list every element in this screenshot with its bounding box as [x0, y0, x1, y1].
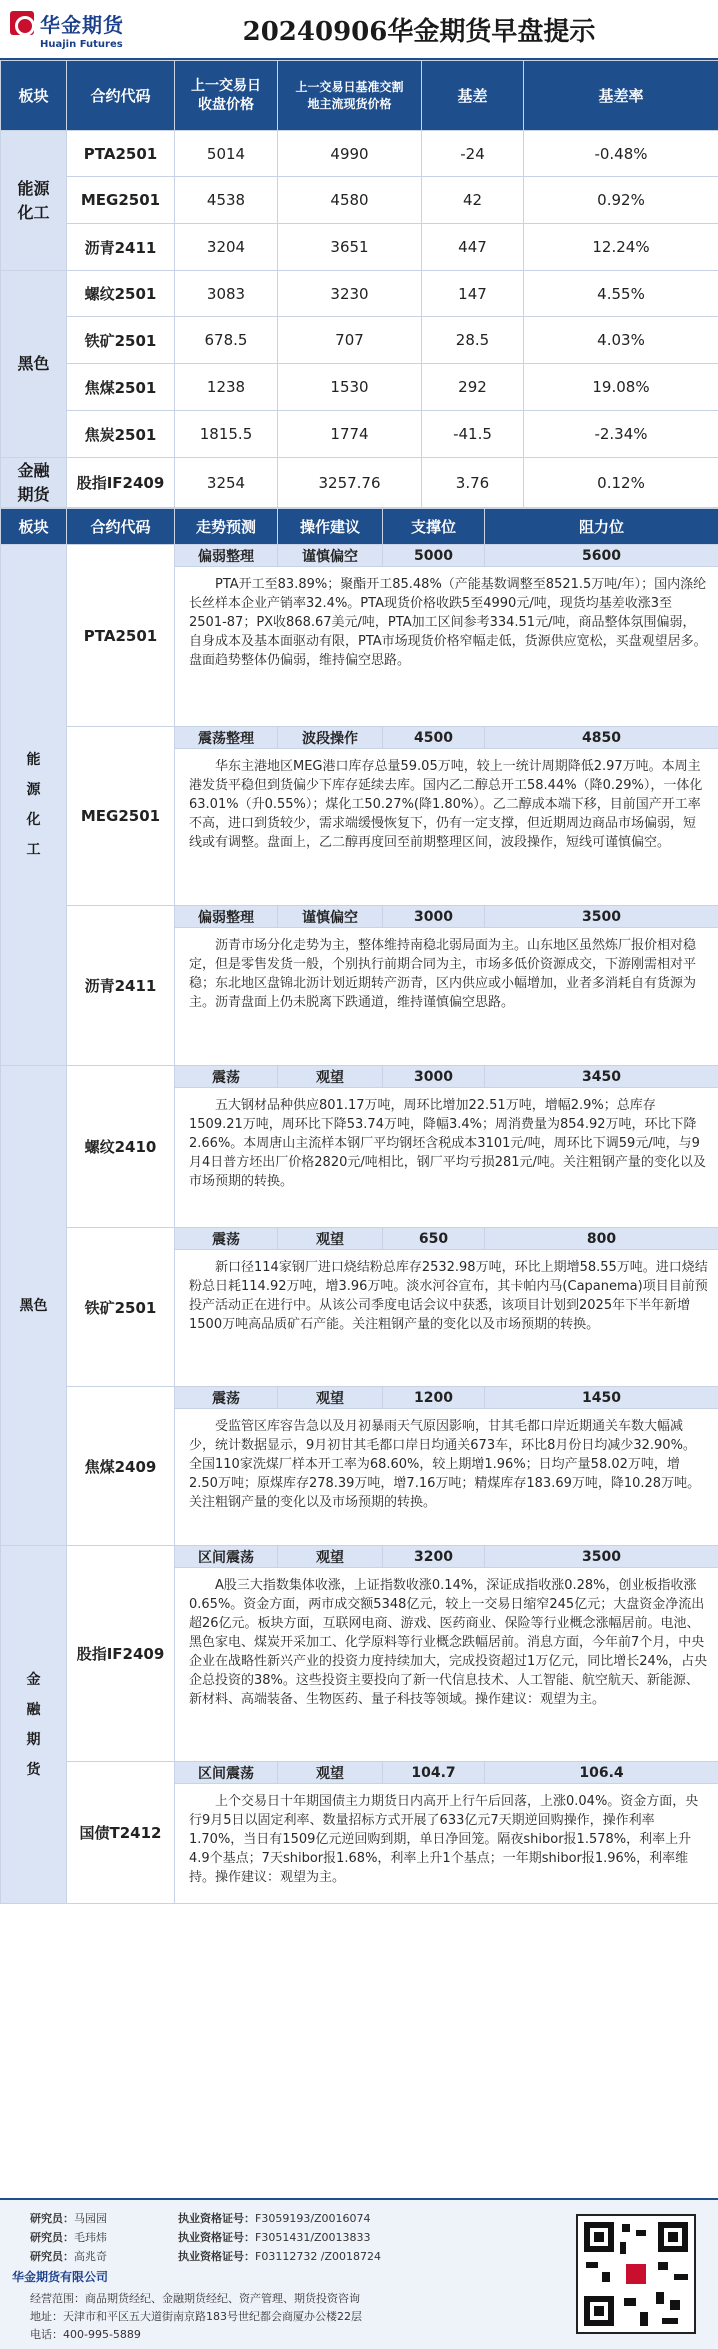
- close-price: 678.5: [175, 317, 278, 364]
- basis-table: [0, 60, 718, 508]
- contract-code: 股指IF2409: [67, 1546, 175, 1762]
- detail-head-row: [1, 545, 718, 567]
- header-basis: 基差: [422, 61, 524, 131]
- trend: 区间震荡: [175, 1546, 278, 1568]
- close-price: 3254: [175, 458, 278, 508]
- contract-code: MEG2501: [67, 177, 175, 224]
- table-row: [1, 271, 718, 317]
- analysis-text: 沥青市场分化走势为主，整体维持南稳北弱局面为主。山东地区虽然炼厂报价相对稳定，但是零售发货一般，个别执行前期合同为主，市场多低价资源成交，下游刚需相对平稳；东北地区盘锦北沥计划近期转产沥青，区内供应或小幅增加，业者多消耗自有货源为主。沥青盘面上仍未脱离下跌通道，维持谨慎偏空思路。: [175, 928, 718, 1066]
- detail-head-row: [1, 1066, 718, 1088]
- table-row: [1, 458, 718, 508]
- trend: 震荡: [175, 1228, 278, 1250]
- basis: 42: [422, 177, 524, 224]
- company-address: 地址：天津市和平区五大道街南京路183号世纪都会商厦办公楼22层: [30, 2310, 362, 2323]
- researcher-line: 研究员：毛玮炜: [30, 2231, 107, 2244]
- advice: 谨慎偏空: [278, 545, 383, 567]
- contract-code: 螺纹2410: [67, 1066, 175, 1228]
- segment-cell: 黑色: [1, 1066, 67, 1546]
- basis-table-header: [1, 61, 718, 131]
- table-row: [1, 224, 718, 271]
- analysis-text: PTA开工至83.89%；聚酯开工85.48%（产能基数调整至8521.5万吨/年）；国内涤纶长丝样本企业产销率32.4%。PTA现货价格收跌5至4990元/吨，现货均基差收涨3至2501-87；PX收868.67美元/吨，PTA加工区间参考334.51元/吨，商品整体氛围偏弱，自身成本及基本面驱动有限，PTA市场现货价格窄幅走低，货源供应宽松，买盘观望居多。盘面趋势整体仍偏弱，维持偏空思路。: [175, 567, 718, 727]
- support-level: 1200: [383, 1387, 485, 1409]
- contract-code: 铁矿2501: [67, 1228, 175, 1387]
- company-phone: 电话：400-995-5889: [30, 2328, 141, 2341]
- basis: 3.76: [422, 458, 524, 508]
- analysis-text: 受监管区库容告急以及月初暴雨天气原因影响，甘其毛都口岸近期通关车数大幅减少，统计数据显示，9月初甘其毛都口岸日均通关673车，环比8月份日均减少32.90%。全国110家洗煤厂样本开工率为68.60%，较上期增1.96%；日均产量58.02万吨，增2.50万吨；原煤库存278.39万吨，增7.16万吨；精煤库存183.69万吨，降10.28万吨。关注粗钢产量的变化以及市场预期的转换。: [175, 1409, 718, 1546]
- spot-price: 3257.76: [278, 458, 422, 508]
- basis-rate: 0.92%: [524, 177, 718, 224]
- logo-mark-icon: [10, 11, 34, 35]
- forecast-table-header: [1, 509, 718, 545]
- header-resist: 阻力位: [485, 509, 718, 545]
- trend: 震荡: [175, 1066, 278, 1088]
- researcher-line: 研究员：高兆奇: [30, 2250, 107, 2263]
- basis-rate: 4.03%: [524, 317, 718, 364]
- detail-head-row: [1, 906, 718, 928]
- trend: 震荡整理: [175, 727, 278, 749]
- resist-level: 106.4: [485, 1762, 718, 1784]
- resist-level: 3500: [485, 906, 718, 928]
- close-price: 5014: [175, 131, 278, 177]
- advice: 观望: [278, 1762, 383, 1784]
- trend: 偏弱整理: [175, 906, 278, 928]
- support-level: 4500: [383, 727, 485, 749]
- advice: 波段操作: [278, 727, 383, 749]
- contract-code: 焦煤2409: [67, 1387, 175, 1546]
- support-level: 104.7: [383, 1762, 485, 1784]
- basis: -24: [422, 131, 524, 177]
- contract-code: 螺纹2501: [67, 271, 175, 317]
- resist-level: 5600: [485, 545, 718, 567]
- analysis-text: 新口径114家钢厂进口烧结粉总库存2532.98万吨，环比上期增58.55万吨。进口烧结粉总日耗114.92万吨，增3.96万吨。淡水河谷宣布，其卡帕内马(Capanema)项目目前预投产活动正在进行中。从该公司季度电话会议中获悉，该项目计划到2025年下半年新增1500万吨高品质矿石产能。关注粗钢产量的变化以及市场预期的转换。: [175, 1250, 718, 1387]
- analysis-text: 五大钢材品种供应801.17万吨，周环比增加22.51万吨，增幅2.9%；总库存1509.21万吨，周环比下降53.74万吨，降幅3.4%；周消费量为854.92万吨，环比下降2.66%。本周唐山主流样本钢厂平均钢坯含税成本3101元/吨，周环比下调59元/吨，与9月4日普方坯出厂价格2820元/吨相比，钢厂平均亏损281元/吨。关注粗钢产量的变化以及市场预期的转换。: [175, 1088, 718, 1228]
- spot-price: 3651: [278, 224, 422, 271]
- resist-level: 800: [485, 1228, 718, 1250]
- basis: 292: [422, 364, 524, 411]
- resist-level: 4850: [485, 727, 718, 749]
- header-support: 支撑位: [383, 509, 485, 545]
- close-price: 4538: [175, 177, 278, 224]
- header: [0, 0, 718, 60]
- researcher-cert: 执业资格证号：F3059193/Z0016074: [178, 2212, 371, 2225]
- basis-rate: 19.08%: [524, 364, 718, 411]
- trend: 偏弱整理: [175, 545, 278, 567]
- basis: 447: [422, 224, 524, 271]
- header-rate: 基差率: [524, 61, 718, 131]
- logo-text: 华金期货: [40, 12, 124, 37]
- spot-price: 4990: [278, 131, 422, 177]
- detail-head-row: [1, 1762, 718, 1784]
- support-level: 3000: [383, 906, 485, 928]
- table-row: [1, 177, 718, 224]
- segment-cell: 能 源 化 工: [1, 545, 67, 1066]
- researcher-cert: 执业资格证号：F03112732 /Z0018724: [178, 2250, 382, 2263]
- table-row: [1, 411, 718, 458]
- contract-code: PTA2501: [67, 545, 175, 727]
- trend: 震荡: [175, 1387, 278, 1409]
- spot-price: 3230: [278, 271, 422, 317]
- header-close: 上一交易日 收盘价格: [175, 61, 278, 131]
- contract-code: 焦煤2501: [67, 364, 175, 411]
- forecast-table: [0, 508, 718, 1904]
- detail-head-row: [1, 1546, 718, 1568]
- advice: 观望: [278, 1228, 383, 1250]
- resist-level: 1450: [485, 1387, 718, 1409]
- analysis-text: 上个交易日十年期国债主力期货日内高开上行午后回落，上涨0.04%。资金方面，央行9月5日以固定利率、数量招标方式开展了633亿元7天期逆回购操作，操作利率1.70%，当日有1509亿元逆回购到期，单日净回笼。隔夜shibor报1.578%，利率上升4.9个基点；7天shibor报1.68%，利率上升1个基点；一年期shibor报1.96%，利率维持。操作建议：观望为主。: [175, 1784, 718, 1904]
- basis: 147: [422, 271, 524, 317]
- advice: 观望: [278, 1066, 383, 1088]
- support-level: 650: [383, 1228, 485, 1250]
- header-segment: 板块: [1, 509, 67, 545]
- segment-cell: 金 融 期 货: [1, 1546, 67, 1904]
- basis-rate: 12.24%: [524, 224, 718, 271]
- header-trend: 走势预测: [175, 509, 278, 545]
- detail-head-row: [1, 727, 718, 749]
- footer: [0, 2198, 718, 2349]
- company-name: 华金期货有限公司: [12, 2270, 109, 2284]
- contract-code: 铁矿2501: [67, 317, 175, 364]
- close-price: 1238: [175, 364, 278, 411]
- table-row: [1, 131, 718, 177]
- analysis-text: 华东主港地区MEG港口库存总量59.05万吨，较上一统计周期降低2.97万吨。本周主港发货平稳但到货偏少下库存延续去库。国内乙二醇总开工58.44%（降0.29%），一体化63.01%（升0.55%）；煤化工50.27%(降1.80%）。乙二醇成本端下移，目前国产开工率不高，进口到货较少，需求端缓慢恢复下，仍有一定支撑，但近期周边商品市场偏弱，短线或有调整。盘面上，乙二醇再度回至前期整理区间，波段操作，短线可谨慎偏空。: [175, 749, 718, 906]
- trend: 区间震荡: [175, 1762, 278, 1784]
- segment-cell: 黑色: [1, 271, 67, 458]
- spot-price: 4580: [278, 177, 422, 224]
- table-row: [1, 317, 718, 364]
- segment-cell: 能源 化工: [1, 131, 67, 271]
- header-segment: 板块: [1, 61, 67, 131]
- detail-head-row: [1, 1228, 718, 1250]
- logo: [0, 9, 150, 50]
- close-price: 3083: [175, 271, 278, 317]
- advice: 谨慎偏空: [278, 906, 383, 928]
- basis-rate: 4.55%: [524, 271, 718, 317]
- business-scope: 经营范围：商品期货经纪、金融期货经纪、资产管理、期货投资咨询: [30, 2292, 360, 2305]
- analysis-text: A股三大指数集体收涨，上证指数收涨0.14%，深证成指收涨0.28%，创业板指收涨0.65%。资金方面，两市成交额5348亿元，较上一交易日缩窄245亿元；大盘资金净流出超26亿元。板块方面，互联网电商、游戏、医药商业、保险等行业概念涨幅居前。电池、黑色家电、煤炭开采加工、化学原料等行业概念跌幅居前。消息方面，今年前7个月，中央企业在战略性新兴产业的投资力度持续加大，完成投资超过1万亿元，同比增长24%，占央企总投资的38%。这些投资主要投向了新一代信息技术、人工智能、航空航天、新能源、新材料、高端装备、生物医药、量子科技等领域。操作建议：观望为主。: [175, 1568, 718, 1762]
- table-row: [1, 364, 718, 411]
- basis: 28.5: [422, 317, 524, 364]
- basis-rate: -2.34%: [524, 411, 718, 458]
- resist-level: 3500: [485, 1546, 718, 1568]
- header-code: 合约代码: [67, 509, 175, 545]
- qr-code-icon: [576, 2214, 696, 2334]
- contract-code: 焦炭2501: [67, 411, 175, 458]
- spot-price: 1774: [278, 411, 422, 458]
- contract-code: MEG2501: [67, 727, 175, 906]
- header-spot: 上一交易日基准交割 地主流现货价格: [278, 61, 422, 131]
- header-code: 合约代码: [67, 61, 175, 131]
- contract-code: 沥青2411: [67, 906, 175, 1066]
- close-price: 3204: [175, 224, 278, 271]
- researcher-cert: 执业资格证号：F3051431/Z0013833: [178, 2231, 371, 2244]
- close-price: 1815.5: [175, 411, 278, 458]
- spot-price: 1530: [278, 364, 422, 411]
- researcher-line: 研究员：马园园: [30, 2212, 107, 2225]
- support-level: 3200: [383, 1546, 485, 1568]
- resist-level: 3450: [485, 1066, 718, 1088]
- detail-head-row: [1, 1387, 718, 1409]
- contract-code: 沥青2411: [67, 224, 175, 271]
- contract-code: PTA2501: [67, 131, 175, 177]
- contract-code: 国债T2412: [67, 1762, 175, 1904]
- support-level: 3000: [383, 1066, 485, 1088]
- logo-english: Huajin Futures: [40, 38, 123, 50]
- basis-rate: 0.12%: [524, 458, 718, 508]
- basis-rate: -0.48%: [524, 131, 718, 177]
- advice: 观望: [278, 1546, 383, 1568]
- support-level: 5000: [383, 545, 485, 567]
- advice: 观望: [278, 1387, 383, 1409]
- segment-cell: 金融 期货: [1, 458, 67, 508]
- page-title: 20240906华金期货早盘提示: [242, 16, 596, 47]
- spot-price: 707: [278, 317, 422, 364]
- header-advice: 操作建议: [278, 509, 383, 545]
- contract-code: 股指IF2409: [67, 458, 175, 508]
- basis: -41.5: [422, 411, 524, 458]
